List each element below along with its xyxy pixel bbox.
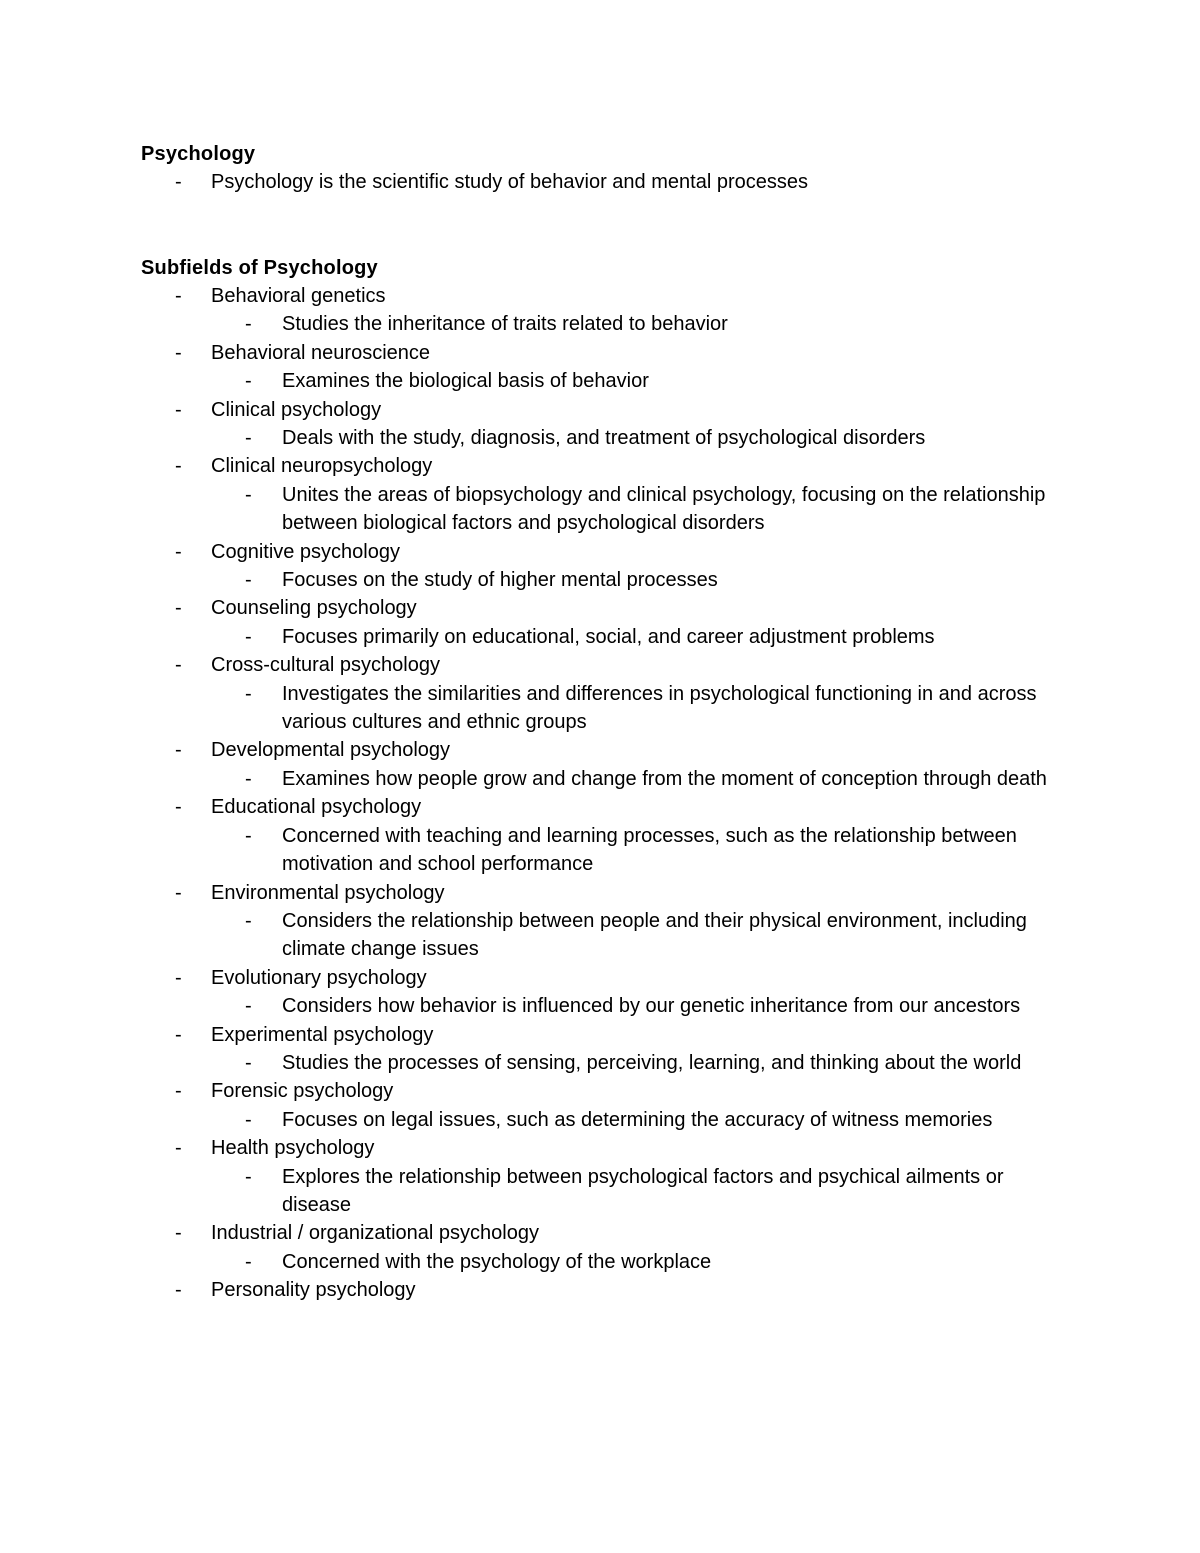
subfield-row — [141, 1077, 1061, 1105]
subfield-description-text: Studies the processes of sensing, perceiving, learning, and thinking about the world — [282, 1051, 1022, 1074]
subfield-description-text: Investigates the similarities and differences in psychological functioning in and across various cultures and ethnic groups — [282, 682, 1037, 734]
bullet-dash: - — [245, 313, 252, 336]
subfield-item — [141, 879, 1061, 964]
bullet-dash: - — [175, 284, 182, 307]
subfield-row — [141, 793, 1061, 821]
bullet-dash: - — [175, 881, 182, 904]
bullet-dash: - — [245, 1051, 252, 1074]
subfield-description-text: Concerned with teaching and learning processes, such as the relationship between motivation and school performance — [282, 824, 1017, 876]
subfield-description-text: Focuses on legal issues, such as determining the accuracy of witness memories — [282, 1108, 993, 1131]
subfield-description — [141, 481, 1061, 538]
subfield-label: Educational psychology — [211, 796, 422, 819]
bullet-dash: - — [245, 1165, 252, 1188]
subfield-item — [141, 964, 1061, 1021]
subfield-row — [141, 452, 1061, 480]
subfield-description-text: Examines the biological basis of behavior — [282, 370, 649, 393]
definition-text: Psychology is the scientific study of behavior and mental processes — [211, 171, 808, 194]
subfield-description — [141, 1106, 1061, 1134]
bullet-dash: - — [175, 796, 182, 819]
subfield-row — [141, 736, 1061, 764]
definition-point — [141, 168, 1061, 196]
bullet-dash: - — [175, 597, 182, 620]
subfield-description — [141, 765, 1061, 793]
subfield-description — [141, 1049, 1061, 1077]
subfield-label: Environmental psychology — [211, 881, 445, 904]
subfield-label: Cross-cultural psychology — [211, 654, 440, 677]
document-page — [141, 140, 1061, 1305]
bullet-dash: - — [175, 1222, 182, 1245]
subfield-row — [141, 1219, 1061, 1247]
subfield-description — [141, 1163, 1061, 1220]
bullet-dash: - — [175, 1279, 182, 1302]
bullet-dash: - — [245, 569, 252, 592]
subfield-item — [141, 736, 1061, 793]
bullet-dash: - — [245, 995, 252, 1018]
subfield-label: Clinical psychology — [211, 398, 382, 421]
subfield-label: Health psychology — [211, 1137, 375, 1160]
subfield-row — [141, 1134, 1061, 1162]
subfield-row — [141, 538, 1061, 566]
subfield-row — [141, 396, 1061, 424]
subfield-description — [141, 1248, 1061, 1276]
subfield-label: Personality psychology — [211, 1279, 416, 1302]
subfield-description-text: Focuses on the study of higher mental processes — [282, 569, 718, 592]
subfield-item — [141, 1077, 1061, 1134]
subfield-item — [141, 594, 1061, 651]
subfield-description-text: Concerned with the psychology of the workplace — [282, 1250, 712, 1273]
section-heading-subfields: Subfields of Psychology — [141, 256, 378, 279]
subfield-description — [141, 822, 1061, 879]
subfield-row — [141, 964, 1061, 992]
subfield-label: Industrial / organizational psychology — [211, 1222, 539, 1245]
subfield-description — [141, 680, 1061, 737]
subfield-description-text: Considers how behavior is influenced by our genetic inheritance from our ancestors — [282, 995, 1021, 1018]
subfield-description-text: Considers the relationship between people and their physical environment, including climate change issues — [282, 909, 1027, 961]
subfield-list — [141, 282, 1061, 1305]
subfield-description — [141, 992, 1061, 1020]
subfield-row — [141, 282, 1061, 310]
subfield-row — [141, 1276, 1061, 1304]
bullet-dash: - — [175, 966, 182, 989]
bullet-dash: - — [245, 824, 252, 847]
bullet-dash: - — [245, 1108, 252, 1131]
subfield-description — [141, 566, 1061, 594]
subfield-row — [141, 651, 1061, 679]
subfield-item — [141, 1219, 1061, 1276]
subfield-label: Behavioral genetics — [211, 284, 386, 307]
bullet-dash: - — [175, 654, 182, 677]
subfield-item — [141, 452, 1061, 537]
bullet-dash: - — [175, 1080, 182, 1103]
subfield-item — [141, 651, 1061, 736]
subfield-item — [141, 793, 1061, 878]
subfield-label: Clinical neuropsychology — [211, 455, 433, 478]
subfield-item — [141, 1276, 1061, 1304]
subfield-item — [141, 538, 1061, 595]
subfield-item — [141, 1021, 1061, 1078]
subfield-row — [141, 339, 1061, 367]
bullet-dash: - — [245, 909, 252, 932]
subfield-label: Counseling psychology — [211, 597, 417, 620]
bullet-dash: - — [175, 1023, 182, 1046]
subfield-label: Cognitive psychology — [211, 540, 400, 563]
bullet-dash: - — [175, 398, 182, 421]
subfield-label: Evolutionary psychology — [211, 966, 427, 989]
subfield-description-text: Focuses primarily on educational, social, and career adjustment problems — [282, 625, 935, 648]
bullet-dash: - — [245, 682, 252, 705]
bullet-dash: - — [175, 455, 182, 478]
subfield-description — [141, 907, 1061, 964]
bullet-dash: - — [175, 540, 182, 563]
bullet-dash: - — [175, 171, 182, 194]
bullet-dash: - — [245, 370, 252, 393]
subfield-row — [141, 1021, 1061, 1049]
subfield-description — [141, 424, 1061, 452]
bullet-dash: - — [245, 427, 252, 450]
subfield-description-text: Examines how people grow and change from the moment of conception through death — [282, 767, 1047, 790]
subfield-description-text: Deals with the study, diagnosis, and treatment of psychological disorders — [282, 427, 926, 450]
bullet-dash: - — [175, 341, 182, 364]
bullet-dash: - — [245, 767, 252, 790]
bullet-dash: - — [175, 1137, 182, 1160]
subfield-description — [141, 367, 1061, 395]
subfield-label: Experimental psychology — [211, 1023, 434, 1046]
subfield-description — [141, 623, 1061, 651]
subfield-row — [141, 594, 1061, 622]
subfield-row — [141, 879, 1061, 907]
subfield-description — [141, 310, 1061, 338]
subfield-description-text: Studies the inheritance of traits related to behavior — [282, 313, 728, 336]
section-gap — [141, 197, 1061, 254]
bullet-dash: - — [245, 625, 252, 648]
subfield-label: Forensic psychology — [211, 1080, 394, 1103]
bullet-dash: - — [245, 1250, 252, 1273]
subfield-description-text: Unites the areas of biopsychology and clinical psychology, focusing on the relationship between biological factors and psychological disorders — [282, 483, 1046, 535]
subfield-description-text: Explores the relationship between psychological factors and psychical ailments or disease — [282, 1165, 1004, 1216]
bullet-dash: - — [245, 483, 252, 506]
subfield-item — [141, 282, 1061, 339]
subfield-label: Behavioral neuroscience — [211, 341, 431, 364]
bullet-dash: - — [175, 739, 182, 762]
subfield-item — [141, 339, 1061, 396]
section-heading-psychology: Psychology — [141, 143, 256, 165]
subfield-item — [141, 396, 1061, 453]
subfield-label: Developmental psychology — [211, 739, 451, 762]
subfield-item — [141, 1134, 1061, 1219]
